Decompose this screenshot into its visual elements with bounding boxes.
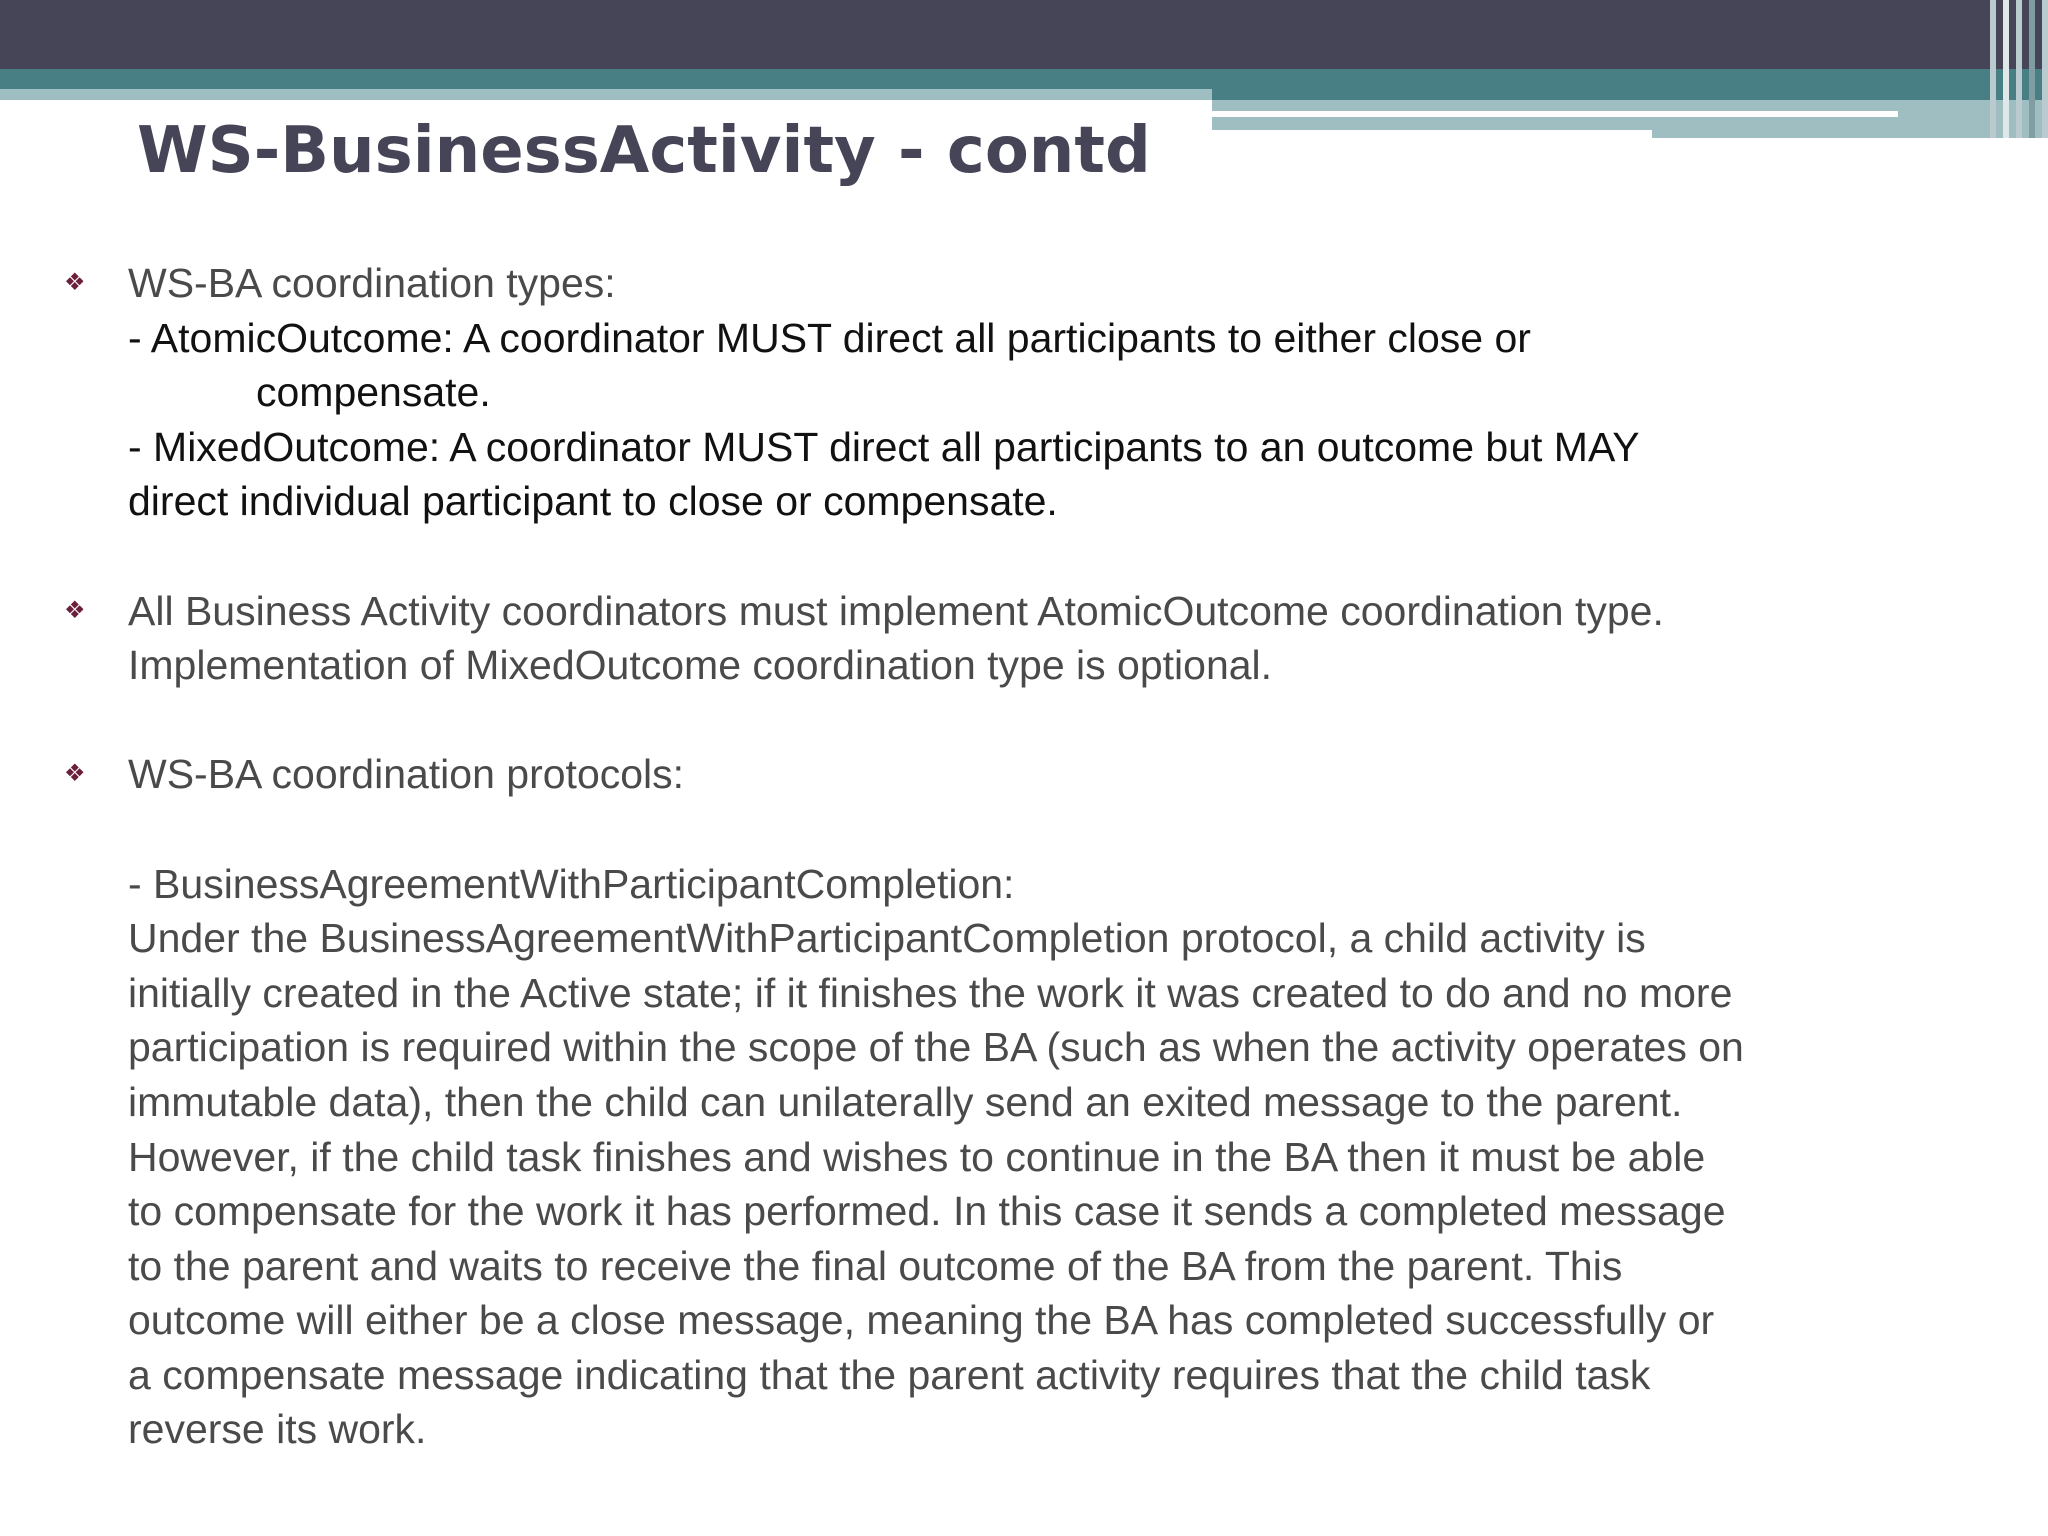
edge-stripe [1990, 0, 1996, 138]
spacer [128, 693, 1928, 748]
header-edge-stripes [1990, 0, 2048, 138]
bullet-line: Under the BusinessAgreementWithParticipantCompletion protocol, a child activity is [128, 915, 1646, 962]
bullet-line: - AtomicOutcome: A coordinator MUST direct all participants to either close or [128, 314, 1531, 361]
spacer [128, 529, 1928, 584]
bullet-line: reverse its work. [128, 1406, 427, 1453]
bullet-line: to the parent and waits to receive the final outcome of the BA from the parent. This [128, 1242, 1623, 1289]
header-band-white-line [1212, 111, 1898, 117]
bullet-heading: WS-BA coordination types: [128, 260, 616, 306]
bullet-diamond-icon: ❖ [64, 596, 86, 624]
header-band-light-tail [1652, 130, 2048, 138]
bullet-line: Implementation of MixedOutcome coordination type is optional. [128, 642, 1273, 689]
bullet-line: to compensate for the work it has performed. In this case it sends a completed message [128, 1188, 1726, 1235]
edge-stripe [2042, 0, 2048, 138]
slide-title: WS-BusinessActivity - contd [137, 114, 1151, 188]
bullet-line: direct individual participant to close or compensate. [128, 478, 1058, 525]
edge-stripe [2016, 0, 2022, 138]
edge-stripe [2029, 0, 2035, 138]
bullet-line: initially created in the Active state; if it finishes the work it was created to do and no more [128, 969, 1733, 1016]
bullet-line: However, if the child task finishes and wishes to continue in the BA then it must be able [128, 1133, 1706, 1180]
bullet-atomic-outcome-requirement [64, 584, 1928, 693]
bullet-diamond-icon: ❖ [64, 760, 86, 788]
bullet-heading: WS-BA coordination protocols: [128, 751, 685, 798]
header-band-teal-left [0, 69, 1212, 89]
header-band-dark [0, 0, 2048, 69]
bullet-line: All Business Activity coordinators must implement AtomicOutcome coordination type. [128, 587, 1664, 634]
bullet-coordination-types [64, 256, 1928, 529]
bullet-line: immutable data), then the child can unilaterally send an exited message to the parent. [128, 1078, 1683, 1125]
bullet-line: - BusinessAgreementWithParticipantCompletion: [128, 860, 1015, 907]
header-band-teal-right [1212, 69, 2048, 100]
header-band-light-left [0, 89, 1212, 100]
bullet-line: compensate. [256, 369, 491, 416]
bullet-line: a compensate message indicating that the parent activity requires that the child task [128, 1351, 1651, 1398]
bullet-diamond-icon: ❖ [64, 269, 86, 296]
bullet-coordination-protocols [64, 747, 1928, 1457]
bullet-line: participation is required within the scope of the BA (such as when the activity operates on [128, 1024, 1744, 1071]
header-band-white-tail [1212, 130, 1652, 138]
bullet-line: outcome will either be a close message, meaning the BA has completed successfully or [128, 1297, 1715, 1344]
edge-stripe [2003, 0, 2009, 138]
spacer [128, 802, 1928, 857]
slide-body [64, 256, 1928, 1457]
bullet-line: - MixedOutcome: A coordinator MUST direct all participants to an outcome but MAY [128, 423, 1640, 470]
